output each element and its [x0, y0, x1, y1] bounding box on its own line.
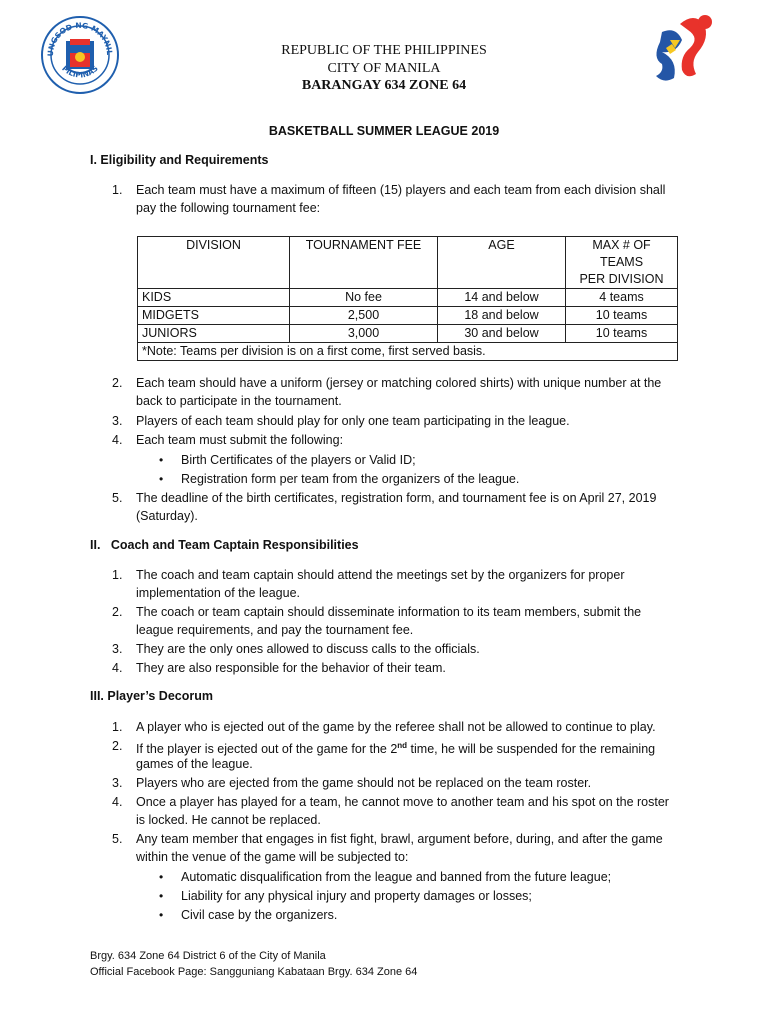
list-number: 3. [112, 414, 123, 428]
list-number: 2. [112, 376, 123, 390]
header-barangay: BARANGAY 634 ZONE 64 [301, 78, 467, 93]
s3-item4-line1: Once a player has played for a team, he cannot move to another team and his spot on the roster [136, 795, 669, 809]
list-number: 1. [112, 720, 123, 734]
s2-item4: They are also responsible for the behavior of their team. [136, 661, 446, 675]
s3-item2-part1: If the player is ejected out of the game for the 2 [136, 742, 398, 757]
s1-bullet1: Birth Certificates of the players or Valid ID; [181, 453, 416, 467]
s2-item2-line1: The coach or team captain should disseminate information to its team members, submit the [136, 605, 642, 619]
bullet-icon: • [159, 472, 164, 486]
s3-item2-part2: time, he will be suspended for the remaining [407, 742, 656, 757]
s3-item4-line2: is locked. He cannot be replaced. [136, 813, 321, 827]
s1-item2-line1: Each team should have a uniform (jersey or matching colored shirts) with unique number at the [136, 376, 662, 390]
cell-max-teams: 10 teams [566, 325, 678, 343]
tournament-fee-table [137, 236, 678, 361]
footer-address: Brgy. 634 Zone 64 District 6 of the City of Manila [90, 950, 326, 962]
list-number: 5. [112, 491, 123, 505]
cell-age: 30 and below [438, 325, 566, 343]
cell-division: JUNIORS [138, 325, 290, 343]
cell-age: 18 and below [438, 307, 566, 325]
s1-bullet2: Registration form per team from the organizers of the league. [181, 472, 520, 486]
s3-item2-sup: nd [397, 741, 408, 750]
s3-item1: A player who is ejected out of the game by the referee shall not be allowed to continue to play. [136, 720, 656, 734]
s3-bullet1: Automatic disqualification from the league and banned from the future league; [181, 870, 612, 884]
s1-item3: Players of each team should play for only one team participating in the league. [136, 414, 570, 428]
list-number: 2. [112, 739, 123, 753]
list-number: 5. [112, 832, 123, 846]
cell-age: 14 and below [438, 289, 566, 307]
header-division: DIVISION [138, 237, 290, 289]
svg-text:PILIPINAS: PILIPINAS [60, 63, 100, 80]
s2-item1-line2: implementation of the league. [136, 586, 300, 600]
svg-text:LUNGSOD NG MAYNILA: UNGSOD NG MAYNIL [45, 20, 115, 57]
header-fee: TOURNAMENT FEE [290, 237, 438, 289]
list-number: 4. [112, 795, 123, 809]
cell-fee: 2,500 [290, 307, 438, 325]
cell-division: MIDGETS [138, 307, 290, 325]
s1-item1-line2: pay the following tournament fee: [136, 201, 321, 215]
header-max-teams: MAX # OF TEAMS [566, 237, 678, 272]
table-row [138, 325, 678, 343]
table-row [138, 307, 678, 325]
header-republic: REPUBLIC OF THE PHILIPPINES [281, 43, 487, 58]
list-number: 3. [112, 776, 123, 790]
s1-item4: Each team must submit the following: [136, 433, 344, 447]
s3-item3: Players who are ejected from the game should not be replaced on the team roster. [136, 776, 592, 790]
s2-item3: They are the only ones allowed to discuss calls to the officials. [136, 642, 480, 656]
cell-max-teams: 10 teams [566, 307, 678, 325]
s1-item5-line2: (Saturday). [136, 509, 198, 523]
list-number: 1. [112, 183, 123, 197]
s1-item2-line2: back to participate in the tournament. [136, 394, 342, 408]
table-row [138, 289, 678, 307]
list-number: 1. [112, 568, 123, 582]
table-note: *Note: Teams per division is on a first come, first served basis. [138, 343, 678, 361]
bullet-icon: • [159, 453, 164, 467]
footer-facebook: Official Facebook Page: Sangguniang Kabataan Brgy. 634 Zone 64 [90, 966, 418, 978]
cell-division: KIDS [138, 289, 290, 307]
s2-item2-line2: league requirements, and pay the tournament fee. [136, 623, 414, 637]
section-2-heading: II. Coach and Team Captain Responsibilities [90, 538, 359, 552]
s3-item5-line2: within the venue of the game will be subjected to: [136, 850, 409, 864]
s1-item1-line1: Each team must have a maximum of fifteen (15) players and each team from each division shall [136, 183, 666, 197]
table-header-row [138, 237, 678, 272]
document-title: BASKETBALL SUMMER LEAGUE 2019 [268, 124, 500, 138]
section-1-heading: I. Eligibility and Requirements [90, 153, 269, 167]
cell-fee: 3,000 [290, 325, 438, 343]
s3-item2-line2: games of the league. [136, 757, 253, 771]
list-number: 2. [112, 605, 123, 619]
header-age: AGE [438, 237, 566, 289]
cell-max-teams: 4 teams [566, 289, 678, 307]
list-number: 4. [112, 433, 123, 447]
s3-item5-line1: Any team member that engages in fist fight, brawl, argument before, during, and after the game [136, 832, 663, 846]
s2-item1-line1: The coach and team captain should attend the meetings set by the organizers for proper [136, 568, 625, 582]
cell-fee: No fee [290, 289, 438, 307]
bullet-icon: • [159, 908, 164, 922]
list-number: 3. [112, 642, 123, 656]
list-number: 4. [112, 661, 123, 675]
section-3-heading: III. Player’s Decorum [90, 689, 213, 703]
bullet-icon: • [159, 870, 164, 884]
s3-bullet2: Liability for any physical injury and property damages or losses; [181, 889, 532, 903]
table-note-row [138, 343, 678, 361]
header-per-division: PER DIVISION [566, 271, 678, 289]
header-city: CITY OF MANILA [327, 61, 441, 76]
s3-bullet3: Civil case by the organizers. [181, 908, 338, 922]
bullet-icon: • [159, 889, 164, 903]
s1-item5-line1: The deadline of the birth certificates, registration form, and tournament fee is on April 27, 2019 [136, 491, 657, 505]
